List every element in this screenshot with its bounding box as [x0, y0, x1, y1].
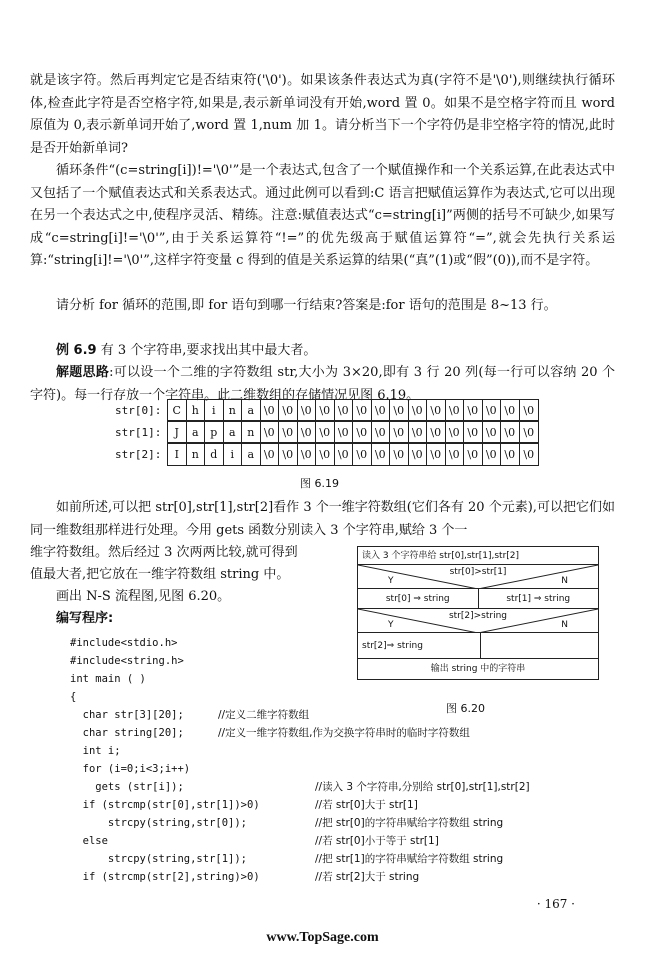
- ns-input-step: 读入 3 个字符串给 str[0],str[1],str[2]: [358, 547, 598, 565]
- code-line: {: [70, 691, 77, 703]
- array-cell: a: [242, 444, 261, 465]
- example-text: 有 3 个字符串,要求找出其中最大者。: [96, 343, 317, 358]
- code-comment: //把 str[1]的字符串赋给字符数组 string: [315, 853, 504, 865]
- array-cell: \0: [390, 422, 409, 443]
- array-cell: \0: [316, 400, 335, 421]
- idea-text: :可以设一个二维的字符数组 str,大小为 3×20,即有 3 行 20 列(每一行可以容纳 20 个字符)。每一行存放一个字符串。此二维数组的存储情况见图 6.19。: [30, 365, 615, 403]
- figure-caption-6-20: 图 6.20: [446, 702, 485, 715]
- idea-label: 解题思路: [56, 365, 110, 380]
- code-comment: //若 str[2]大于 string: [315, 871, 420, 883]
- array-cell: \0: [335, 444, 354, 465]
- paragraph-text: 循环条件“(c=string[i])!='\0'”是一个表达式,包含了一个赋值操作和一个关系运算,在此表达式中又包括了一个赋值表达式和关系表达式。通过此例可以看到:C 语言把赋值运算作为表达式,它可以出现在另一个表达式之中,使程序灵活、精练。注意:赋值表达式“c=string[i]”两侧的括号不可缺少,如果写成“c=string[i]!='\0'”,由于关系运算符“!=”的优先级高于赋值运算符“=”,就会先执行关系运算:“string[i]!='\0'”,这样字符变量 c 得到的值是关系运算的结果(“真”(1)或“假”(0)),而不是字符。: [30, 163, 615, 268]
- array-cell: \0: [520, 400, 539, 421]
- array-cell: a: [224, 422, 243, 443]
- paragraph-5: [30, 497, 615, 542]
- array-cell: \0: [427, 444, 446, 465]
- paragraph-6: 画出 N-S 流程图,见图 6.20。: [56, 589, 231, 604]
- code-comment: //定义一维字符数组,作为交换字符串时的临时字符数组: [218, 727, 470, 739]
- array-row-label: str[1]:: [115, 425, 162, 439]
- array-cell: d: [205, 444, 224, 465]
- array-cell: \0: [353, 444, 372, 465]
- array-cell: \0: [409, 400, 428, 421]
- char-array-figure: [115, 399, 539, 465]
- array-cell: \0: [372, 400, 391, 421]
- array-cell: \0: [316, 422, 335, 443]
- array-cell: \0: [335, 400, 354, 421]
- array-cell: h: [187, 400, 206, 421]
- array-cell: p: [205, 422, 224, 443]
- array-cell: \0: [372, 422, 391, 443]
- array-cell: \0: [279, 400, 298, 421]
- paragraph-text: 请分析 for 循环的范围,即 for 语句到哪一行结束?答案是:for 语句的范围是 8~13 行。: [56, 298, 557, 313]
- array-cell: n: [224, 400, 243, 421]
- yes-label: Y: [388, 576, 394, 586]
- array-cells: [167, 443, 539, 466]
- array-cell: \0: [446, 444, 465, 465]
- code-line: #include<stdio.h>: [70, 637, 178, 649]
- array-cell: \0: [353, 400, 372, 421]
- array-cell: \0: [279, 444, 298, 465]
- array-cell: n: [187, 444, 206, 465]
- array-cell: \0: [446, 422, 465, 443]
- ns-yes-action: str[0] ⇒ string: [358, 589, 479, 608]
- yes-label: Y: [388, 620, 394, 630]
- array-cell: a: [187, 422, 206, 443]
- array-cell: \0: [409, 444, 428, 465]
- array-cell: \0: [483, 444, 502, 465]
- code-line: strcpy(string,str[1]);: [70, 853, 248, 865]
- paragraph-2: [30, 160, 615, 273]
- paragraph-text: 如前所述,可以把 str[0],str[1],str[2]看作 3 个一维字符数组(它们各有 20 个元素),可以把它们如同一维数组那样进行处理。今用 gets 函数分别读入 3 个字符串,赋给 3 个一: [30, 500, 615, 538]
- array-cell: \0: [335, 422, 354, 443]
- code-comment: //读入 3 个字符串,分别给 str[0],str[1],str[2]: [315, 781, 530, 793]
- code-line: gets (str[i]);: [70, 781, 184, 793]
- example-label: 例 6.9: [56, 343, 97, 358]
- array-cell: \0: [279, 422, 298, 443]
- array-row: [115, 421, 539, 443]
- code-line: else: [70, 835, 108, 847]
- ns-branch-1: [358, 589, 598, 609]
- array-cell: \0: [427, 400, 446, 421]
- array-cell: \0: [298, 400, 317, 421]
- no-label: N: [561, 620, 568, 630]
- array-cells: [167, 421, 539, 443]
- array-row: [115, 443, 539, 465]
- array-cell: \0: [261, 444, 280, 465]
- array-cell: \0: [390, 444, 409, 465]
- array-cell: n: [242, 422, 261, 443]
- code-line: char string[20];: [70, 727, 184, 739]
- condition-text: str[0]>str[1]: [449, 567, 507, 577]
- ns-yes-action: str[2]⇒ string: [358, 633, 481, 658]
- paragraph-5-line-b: 维字符数组。然后经过 3 次两两比较,就可得到: [30, 545, 298, 560]
- array-cell: \0: [446, 400, 465, 421]
- array-cell: C: [168, 400, 187, 421]
- array-cell: \0: [298, 444, 317, 465]
- ns-no-action: str[1] ⇒ string: [506, 594, 571, 604]
- array-cell: \0: [298, 422, 317, 443]
- array-cell: \0: [261, 400, 280, 421]
- array-cell: \0: [464, 444, 483, 465]
- no-label: N: [561, 576, 568, 586]
- write-program-heading: 编写程序:: [56, 611, 114, 626]
- code-line: #include<string.h>: [70, 655, 184, 667]
- paragraph-5-line-c: 值最大者,把它放在一维字符数组 string 中。: [30, 567, 290, 582]
- code-line: int main ( ): [70, 673, 146, 685]
- array-row-label: str[0]:: [115, 403, 162, 417]
- footer-watermark: www.TopSage.com: [266, 930, 379, 945]
- paragraph-text: 就是该字符。然后再判定它是否结束符('\0')。如果该条件表达式为真(字符不是'\0'),则继续执行循环体,检查此字符是否空格字符,如果是,表示新单词没有开始,word 置 0。如果不是空格字符而且 word 原值为 0,表示新单词开始了,word 置 1,num 加 1。请分析当下一个字符仍是非空格字符的情况,此时是否开始新单词?: [30, 73, 615, 156]
- array-cells: [167, 399, 539, 421]
- array-cell: \0: [372, 444, 391, 465]
- paragraph-3: [30, 295, 615, 318]
- array-cell: \0: [501, 422, 520, 443]
- code-line: for (i=0;i<3;i++): [70, 763, 191, 775]
- array-cell: \0: [390, 400, 409, 421]
- array-cell: i: [205, 400, 224, 421]
- page-number: · 167 ·: [536, 897, 575, 911]
- ns-flowchart: [357, 546, 599, 680]
- ns-condition-1: [358, 565, 598, 589]
- array-cell: \0: [261, 422, 280, 443]
- array-cell: a: [242, 400, 261, 421]
- code-comment: //若 str[0]大于 str[1]: [315, 799, 418, 811]
- array-row-label: str[2]:: [115, 447, 162, 461]
- code-comment: //若 str[0]小于等于 str[1]: [315, 835, 439, 847]
- array-cell: \0: [501, 400, 520, 421]
- code-line: if (strcmp(str[0],str[1])>0): [70, 799, 260, 811]
- array-cell: i: [224, 444, 243, 465]
- code-line: if (strcmp(str[2],string)>0): [70, 871, 260, 883]
- array-cell: \0: [316, 444, 335, 465]
- array-cell: \0: [501, 444, 520, 465]
- array-cell: \0: [409, 422, 428, 443]
- ns-output-step: 输出 string 中的字符串: [430, 664, 526, 674]
- array-cell: \0: [464, 422, 483, 443]
- array-cell: J: [168, 422, 187, 443]
- code-line: int i;: [70, 745, 121, 757]
- condition-text: str[2]>string: [448, 611, 508, 621]
- paragraph-1: [30, 70, 615, 160]
- ns-condition-2: [358, 609, 598, 633]
- array-cell: \0: [353, 422, 372, 443]
- ns-branch-2: [358, 633, 598, 659]
- code-comment: //把 str[0]的字符串赋给字符数组 string: [315, 817, 504, 829]
- array-cell: \0: [483, 422, 502, 443]
- array-cell: \0: [523, 447, 535, 461]
- array-cell: \0: [520, 422, 539, 443]
- figure-caption-6-19: 图 6.19: [300, 477, 339, 490]
- ns-no-action-empty: [481, 633, 599, 658]
- array-cell: \0: [464, 400, 483, 421]
- example-heading: [30, 340, 615, 363]
- array-cell: I: [168, 444, 187, 465]
- code-line: strcpy(string,str[0]);: [70, 817, 248, 829]
- array-row: [115, 399, 539, 421]
- code-line: char str[3][20];: [70, 709, 184, 721]
- array-cell: \0: [483, 400, 502, 421]
- code-comment: //定义二维字符数组: [218, 709, 310, 721]
- array-cell: \0: [427, 422, 446, 443]
